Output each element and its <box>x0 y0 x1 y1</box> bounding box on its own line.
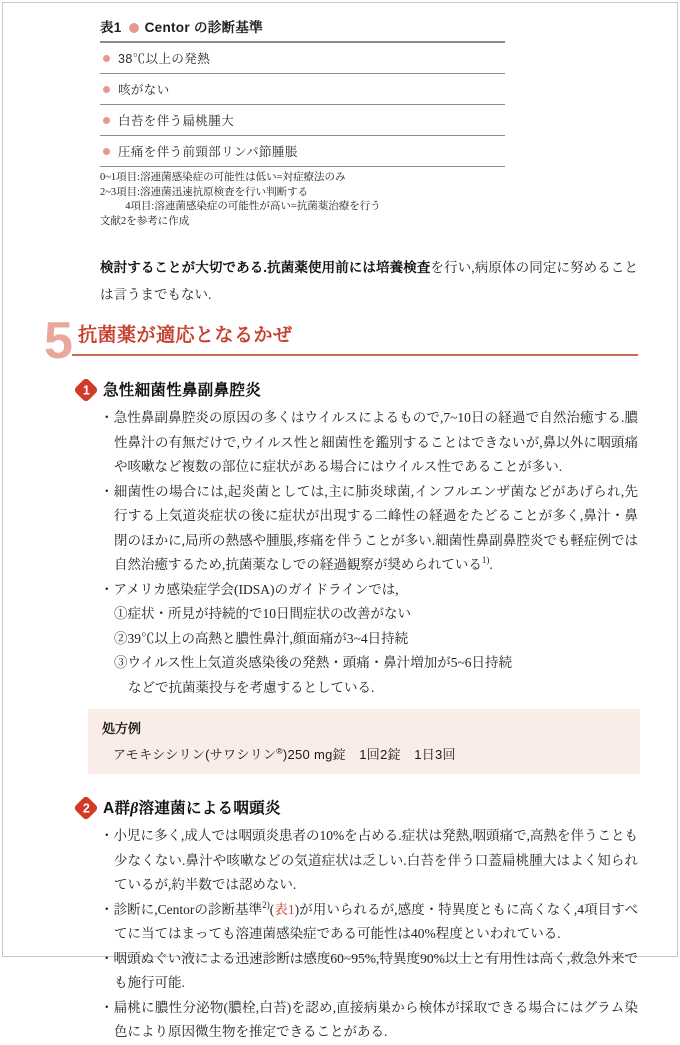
bullet-text: ・診断に,Centorの診断基準 <box>100 901 263 917</box>
page-content <box>3 3 677 1039</box>
section-header <box>44 312 638 370</box>
numbered-criterion: ②39℃以上の高熱と膿性鼻汁,顔面痛が3~4日持続 <box>114 630 409 646</box>
bullet-dot-icon <box>103 117 110 124</box>
subsection-1-body <box>100 406 638 700</box>
intro-bold-text: 検討することが大切である. <box>100 260 268 275</box>
bullet-item <box>100 898 638 947</box>
table-label: 表1 <box>100 20 122 35</box>
bullet-item: ・扁桃に膿性分泌物(膿栓,白苔)を認め,直接病巣から検体が採取できる場合にはグラム染色により原因微生物を推定できることがある. <box>100 999 638 1039</box>
table-footnote: 0~1項目:溶連菌感染症の可能性は低い=対症療法のみ <box>100 172 346 183</box>
bullet-text: . <box>489 557 493 572</box>
prescription-label: 処方例 <box>102 721 142 736</box>
numbered-diamond-1-icon: 1 <box>73 377 98 402</box>
numbered-diamond-2-icon: 2 <box>73 795 98 820</box>
bullet-dot-icon <box>103 148 110 155</box>
bullet-item <box>100 480 638 578</box>
table-row-text: 咳がない <box>118 83 170 97</box>
table-row <box>100 74 505 105</box>
drug-name: アモキシシリン(サワシリン <box>113 747 277 762</box>
table-row-text: 38℃以上の発熱 <box>118 52 211 66</box>
list-tail-text: などで抗菌薬投与を考慮するとしている. <box>128 679 375 695</box>
bullet-item: ・咽頭ぬぐい液による迅速診断は感度60~95%,特異度90%以上と有用性は高く,救急外来でも施行可能. <box>100 950 638 990</box>
table-footnotes <box>100 171 505 229</box>
bullet-text: ・細菌性の場合には,起炎菌としては,主に肺炎球菌,インフルエンザ菌などがあげられ,先行する上気道炎症状の後に症状が出現する二峰性の経過をたどることが多く,鼻汁・鼻閉のほかに,局所の熱感や腫脹,疼痛を伴うことが多い.細菌性鼻副鼻腔炎でも軽症例では自然治癒するため,抗菌薬なしでの経過観察が奨められている <box>100 483 638 572</box>
section-title-rule <box>72 320 638 356</box>
dosage-text: )250 mg錠 1回2錠 1日3回 <box>282 747 456 762</box>
section-title: 抗菌薬が適応となるかぜ <box>78 325 293 346</box>
bullet-item: ・小児に多く,成人では咽頭炎患者の10%を占める.症状は発熱,咽頭痛で,高熱を伴うことも少なくない.鼻汁や咳嗽などの気道症状は乏しい.白苔を伴う口蓋扁桃腫大はよく知られているが,約半数では認めない. <box>100 828 638 892</box>
bullet-item: ・アメリカ感染症学会(IDSA)のガイドラインでは, <box>100 581 399 597</box>
reference-superscript: 2) <box>262 899 270 910</box>
pink-dot-icon <box>129 23 139 33</box>
bullet-dot-icon <box>103 55 110 62</box>
bullet-item: ・急性鼻副鼻腔炎の原因の多くはウイルスによるもので,7~10日の経過で自然治癒する.膿性鼻汁の有無だけで,ウイルス性と細菌性を鑑別することはできないが,鼻以外に咽頭痛や咳嗽など複数の部位に症状がある場合にはウイルス性であることが多い. <box>100 410 638 474</box>
table-title <box>100 16 505 43</box>
subsection-1-header <box>75 378 638 400</box>
section-number: 5 <box>44 312 73 370</box>
beta-symbol: β <box>130 800 139 817</box>
subsection-1-title: 急性細菌性鼻副鼻腔炎 <box>103 382 262 399</box>
bullet-text: )が用いられるが,感度・特異度ともに高くなく,4項目すべてに当てはまっても溶連菌感染症である可能性は40%程度といわれている. <box>114 901 639 941</box>
table-row-text: 白苔を伴う扁桃腫大 <box>118 114 235 128</box>
table-row <box>100 105 505 136</box>
prescription-example-box <box>88 709 640 774</box>
table-row <box>100 43 505 74</box>
registered-mark: ® <box>276 746 283 756</box>
subsection-2-body <box>100 824 638 1045</box>
intro-bold-text: 抗菌薬使用前には培養検査 <box>267 260 431 275</box>
centor-criteria-table <box>100 16 505 229</box>
table-title-text: Centor の診断基準 <box>144 20 263 35</box>
subsection-2-title: A群β溶連菌による咽頭炎 <box>103 800 281 817</box>
bullet-text: ( <box>269 901 275 917</box>
intro-paragraph <box>100 254 638 308</box>
numbered-criterion: ①症状・所見が持続的で10日間症状の改善がない <box>114 606 411 621</box>
table-row <box>100 136 505 167</box>
intro-plain-text: を行い,病原体の同定に努めることは言うまでもない. <box>100 260 638 302</box>
table-row-text: 圧痛を伴う前頸部リンパ節腫脹 <box>118 145 298 159</box>
table-footnote: 2~3項目:溶連菌迅速抗原検査を行い判断する <box>100 186 309 198</box>
prescription-line <box>102 744 626 763</box>
table-reference-link: 表1 <box>274 901 295 917</box>
table-footnote: 4項目:溶連菌感染症の可能性が高い=抗菌薬治療を行う <box>125 201 381 212</box>
subsection-2-header <box>75 796 638 818</box>
table-source-note: 文献2を参考に作成 <box>100 215 190 227</box>
numbered-criterion: ③ウイルス性上気道炎感染後の発熱・頭痛・鼻汁増加が5~6日持続 <box>114 655 512 670</box>
bullet-dot-icon <box>103 86 110 93</box>
reference-superscript: 1) <box>481 555 490 565</box>
